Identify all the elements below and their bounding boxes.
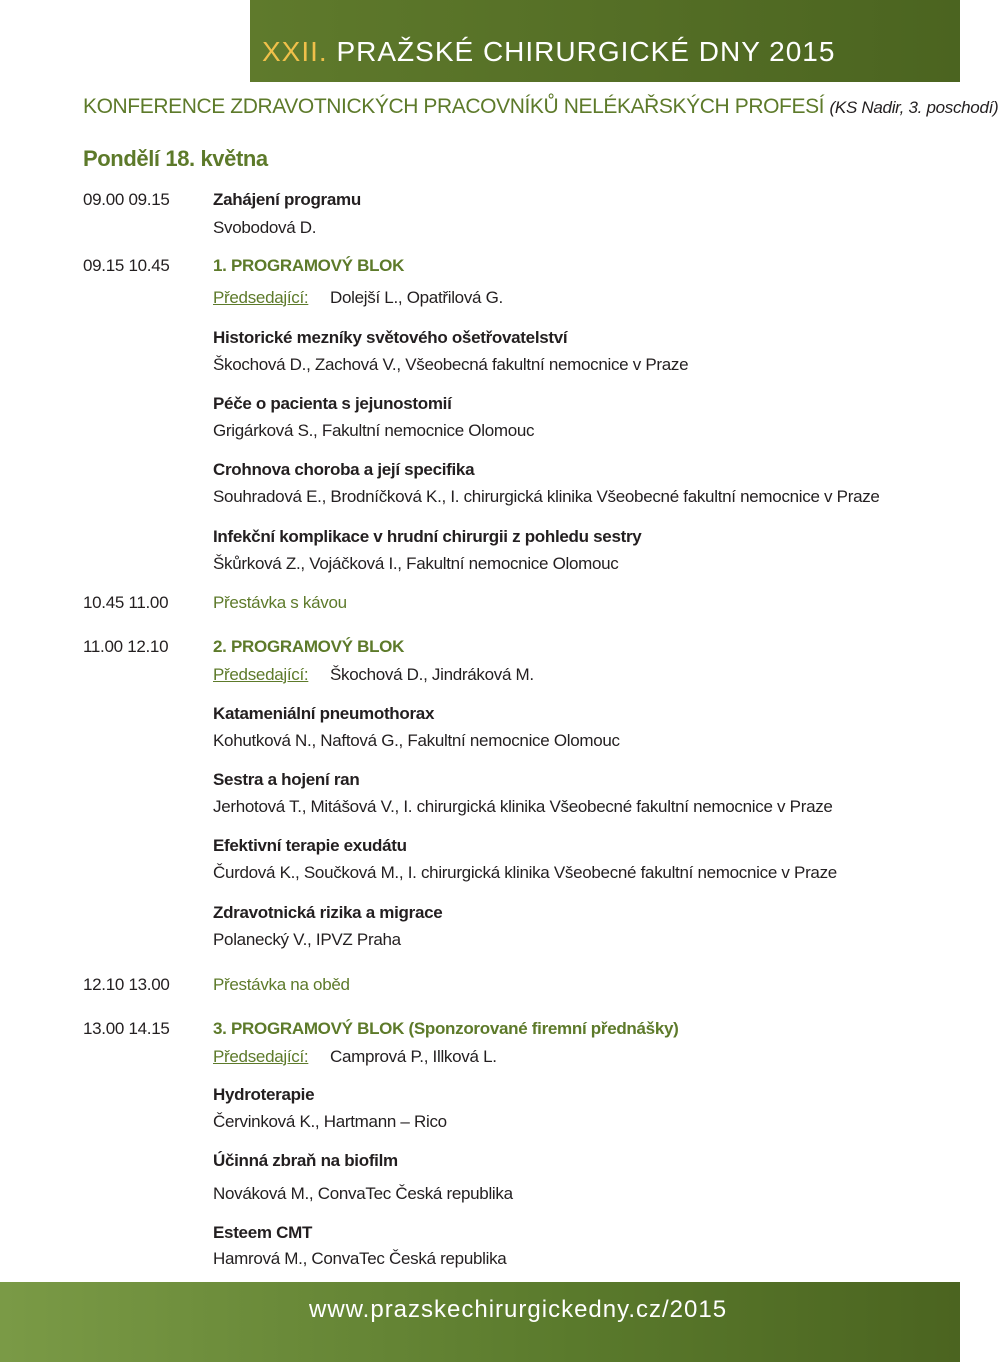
block-title: 1. PROGRAMOVÝ BLOK bbox=[213, 256, 405, 275]
day-heading: Pondělí 18. května bbox=[83, 146, 268, 171]
session-time: 13.00 14.15 bbox=[83, 1019, 170, 1038]
conference-location: (KS Nadir, 3. poschodí) bbox=[829, 98, 998, 117]
chairs: Škochová D., Jindráková M. bbox=[330, 665, 534, 684]
talk-title: Účinná zbraň na biofilm bbox=[213, 1151, 398, 1170]
session-title: Zahájení programu bbox=[213, 190, 361, 209]
talk-title: Sestra a hojení ran bbox=[213, 770, 360, 789]
talk-authors: Škůrková Z., Vojáčková I., Fakultní nemocnice Olomouc bbox=[213, 554, 619, 573]
talk-authors: Škochová D., Zachová V., Všeobecná fakultní nemocnice v Praze bbox=[213, 355, 689, 374]
chair-label: Předsedající: bbox=[213, 1047, 309, 1066]
talk-authors: Hamrová M., ConvaTec Česká republika bbox=[213, 1249, 507, 1268]
chair-label: Předsedající: bbox=[213, 288, 309, 307]
talk-authors: Červinková K., Hartmann – Rico bbox=[213, 1112, 447, 1131]
conference-heading bbox=[83, 95, 998, 119]
talk-title: Péče o pacienta s jejunostomií bbox=[213, 394, 452, 413]
talk-title: Efektivní terapie exudátu bbox=[213, 836, 407, 855]
event-title-text: PRAŽSKÉ CHIRURGICKÉ DNY 2015 bbox=[327, 36, 836, 67]
talk-title: Crohnova choroba a její specifika bbox=[213, 460, 475, 479]
event-title bbox=[262, 36, 835, 68]
talk-authors: Souhradová E., Brodníčková K., I. chirurgická klinika Všeobecné fakultní nemocnice v Praze bbox=[213, 487, 880, 506]
chairs: Camprová P., Illková L. bbox=[330, 1047, 497, 1066]
talk-authors: Grigárková S., Fakultní nemocnice Olomouc bbox=[213, 421, 535, 440]
talk-title: Katameniální pneumothorax bbox=[213, 704, 435, 723]
session-speaker: Svobodová D. bbox=[213, 218, 317, 237]
conference-name: KONFERENCE ZDRAVOTNICKÝCH PRACOVNÍKŮ NELÉKAŘSKÝCH PROFESÍ bbox=[83, 95, 825, 118]
talk-title: Esteem CMT bbox=[213, 1223, 313, 1242]
talk-authors: Polanecký V., IPVZ Praha bbox=[213, 930, 401, 949]
break-title: Přestávka s kávou bbox=[213, 593, 347, 612]
break-time: 12.10 13.00 bbox=[83, 975, 170, 994]
talk-authors: Kohutková N., Naftová G., Fakultní nemocnice Olomouc bbox=[213, 731, 620, 750]
website-link[interactable]: www.prazskechirurgickedny.cz/2015 bbox=[309, 1296, 728, 1323]
talk-title: Historické mezníky světového ošetřovatelství bbox=[213, 328, 568, 347]
talk-title: Zdravotnická rizika a migrace bbox=[213, 903, 443, 922]
talk-title: Hydroterapie bbox=[213, 1085, 315, 1104]
session-time: 11.00 12.10 bbox=[83, 637, 169, 656]
session-time: 09.00 09.15 bbox=[83, 190, 170, 209]
chair-label: Předsedající: bbox=[213, 665, 309, 684]
talk-authors: Čurdová K., Součková M., I. chirurgická klinika Všeobecné fakultní nemocnice v Praze bbox=[213, 863, 837, 882]
event-title-number: XXII. bbox=[262, 36, 328, 67]
break-title: Přestávka na oběd bbox=[213, 975, 350, 994]
break-time: 10.45 11.00 bbox=[83, 593, 169, 612]
session-time: 09.15 10.45 bbox=[83, 256, 170, 275]
talk-authors: Jerhotová T., Mitášová V., I. chirurgická klinika Všeobecné fakultní nemocnice v Praze bbox=[213, 797, 833, 816]
talk-authors: Nováková M., ConvaTec Česká republika bbox=[213, 1184, 513, 1203]
block-title: 2. PROGRAMOVÝ BLOK bbox=[213, 637, 405, 656]
block-title: 3. PROGRAMOVÝ BLOK (Sponzorované firemní přednášky) bbox=[213, 1019, 679, 1038]
talk-title: Infekční komplikace v hrudní chirurgii z pohledu sestry bbox=[213, 527, 642, 546]
chairs: Dolejší L., Opatřilová G. bbox=[330, 288, 503, 307]
